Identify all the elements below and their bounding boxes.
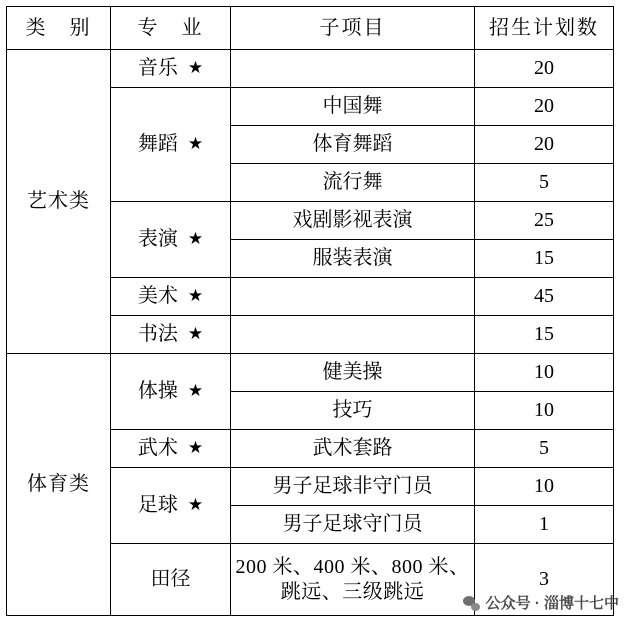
track-events-line1: 200 米、400 米、800 米、 <box>235 555 470 578</box>
category-cell-art: 艺术类 <box>7 50 111 354</box>
star-icon: ★ <box>187 495 204 514</box>
plan-cell: 5 <box>475 164 614 202</box>
major-label: 舞蹈 <box>137 133 178 155</box>
star-icon: ★ <box>187 229 204 248</box>
star-icon: ★ <box>187 438 204 457</box>
plan-cell: 3 <box>475 544 614 616</box>
plan-cell: 25 <box>475 202 614 240</box>
plan-cell: 15 <box>475 316 614 354</box>
major-cell <box>111 202 231 278</box>
track-events-line2: 跳远、三级跳远 <box>280 580 425 603</box>
subitem-cell-track <box>231 544 475 616</box>
enrollment-plan-sheet <box>6 6 613 616</box>
subitem-cell <box>231 278 475 316</box>
major-cell <box>111 278 231 316</box>
plan-cell: 20 <box>475 126 614 164</box>
subitem-cell: 服装表演 <box>231 240 475 278</box>
subitem-cell: 体育舞蹈 <box>231 126 475 164</box>
plan-cell: 20 <box>475 50 614 88</box>
plan-cell: 45 <box>475 278 614 316</box>
star-icon: ★ <box>187 324 204 343</box>
subitem-cell: 武术套路 <box>231 430 475 468</box>
major-label: 足球 <box>137 494 178 516</box>
subitem-cell <box>231 316 475 354</box>
major-label: 体操 <box>137 380 178 402</box>
subitem-cell: 中国舞 <box>231 88 475 126</box>
subitem-cell <box>231 50 475 88</box>
plan-cell: 1 <box>475 506 614 544</box>
table-header-row <box>7 7 614 50</box>
major-cell <box>111 430 231 468</box>
major-cell <box>111 468 231 544</box>
star-icon: ★ <box>187 286 204 305</box>
major-label: 武术 <box>137 437 178 459</box>
major-cell <box>111 354 231 430</box>
major-label: 表演 <box>137 228 178 250</box>
header-plan-count: 招生计划数 <box>475 7 614 50</box>
star-icon: ★ <box>187 381 204 400</box>
plan-cell: 20 <box>475 88 614 126</box>
subitem-cell: 流行舞 <box>231 164 475 202</box>
plan-cell: 5 <box>475 430 614 468</box>
plan-cell: 10 <box>475 468 614 506</box>
major-cell <box>111 544 231 616</box>
enrollment-plan-table <box>6 6 614 616</box>
subitem-cell: 戏剧影视表演 <box>231 202 475 240</box>
header-major: 专 业 <box>111 7 231 50</box>
major-cell <box>111 88 231 202</box>
star-icon: ★ <box>187 58 204 77</box>
plan-cell: 10 <box>475 392 614 430</box>
major-label: 音乐 <box>137 57 178 79</box>
subitem-cell: 健美操 <box>231 354 475 392</box>
wechat-icon <box>463 594 480 611</box>
subitem-cell: 男子足球守门员 <box>231 506 475 544</box>
major-label: 美术 <box>137 285 178 307</box>
watermark <box>463 592 619 613</box>
header-subitem: 子项目 <box>231 7 475 50</box>
plan-cell: 15 <box>475 240 614 278</box>
major-label: 书法 <box>137 323 178 345</box>
major-label: 田径 <box>150 568 191 590</box>
major-cell <box>111 316 231 354</box>
subitem-cell: 男子足球非守门员 <box>231 468 475 506</box>
major-cell <box>111 50 231 88</box>
category-cell-sports: 体育类 <box>7 354 111 616</box>
plan-cell: 10 <box>475 354 614 392</box>
watermark-text: 公众号 · 淄博十七中 <box>485 595 619 612</box>
header-category: 类 别 <box>7 7 111 50</box>
table-row <box>7 354 614 392</box>
star-icon: ★ <box>187 134 204 153</box>
subitem-cell: 技巧 <box>231 392 475 430</box>
table-row <box>7 50 614 88</box>
